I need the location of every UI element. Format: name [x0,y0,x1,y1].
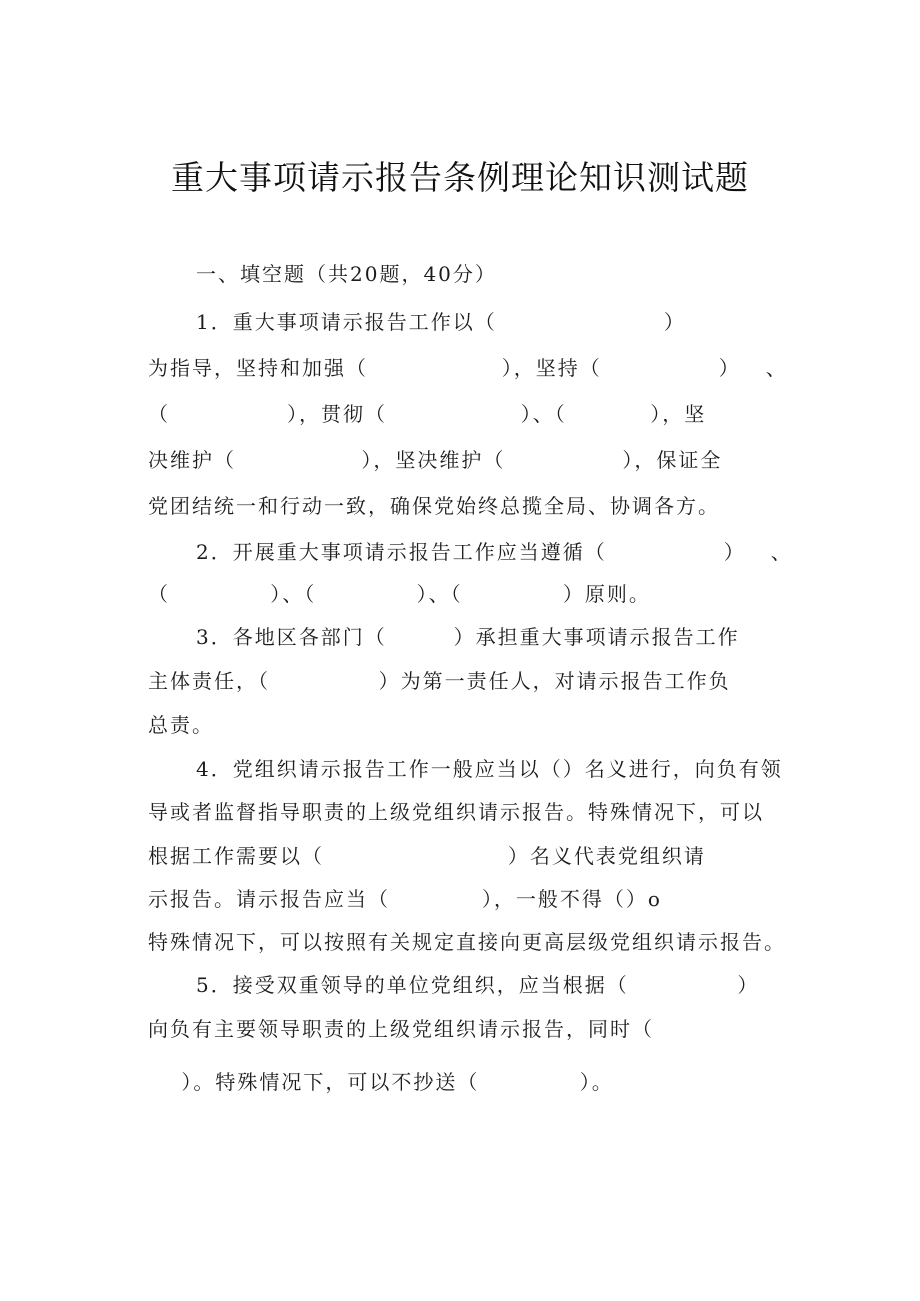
question-3-line-2: 主体责任，（ ）为第一责任人，对请示报告工作负 [148,669,731,693]
question-1-line-5: 党团结统一和行动一致，确保党始终总揽全局、协调各方。 [148,494,720,518]
question-4-line-3: 根据工作需要以（ ）名义代表党组织请 [148,844,706,868]
page-title: 重大事项请示报告条例理论知识测试题 [171,158,749,197]
question-3-line-1: 3．各地区各部门（ ）承担重大事项请示报告工作 [196,625,740,649]
question-2-line-2: （ ）、（ ）、（ ）原则。 [148,582,651,606]
question-2-line-1: 2．开展重大事项请示报告工作应当遵循（ ） 、 [196,540,793,564]
section-heading: 一、填空题（共20题，40分） [196,262,497,286]
question-4-line-1: 4．党组织请示报告工作一般应当以（）名义进行，向负有领 [196,757,783,781]
question-5-line-3: ）。特殊情况下，可以不抄送（ ）。 [148,1070,614,1094]
question-1-line-1: 1．重大事项请示报告工作以（ ） [196,310,686,334]
question-1-line-3: （ ），贯彻（ ）、（ ），坚 [148,402,707,426]
question-1-line-4: 决维护（ ），坚决维护（ ），保证全 [148,448,723,472]
question-5-line-2: 向负有主要领导职责的上级党组织请示报告，同时（ [148,1017,654,1041]
question-4-line-4: 示报告。请示报告应当（ ），一般不得（）o [148,887,662,911]
question-5-line-1: 5．接受双重领导的单位党组织，应当根据（ ） [196,973,760,997]
question-1-line-2: 为指导，坚持和加强（ ），坚持（ ） 、 [148,356,788,380]
question-3-line-3: 总责。 [148,713,214,737]
question-4-line-5: 特殊情况下，可以按照有关规定直接向更高层级党组织请示报告。 [148,930,786,954]
question-4-line-2: 导或者监督指导职责的上级党组织请示报告。特殊情况下，可以 [148,800,764,824]
